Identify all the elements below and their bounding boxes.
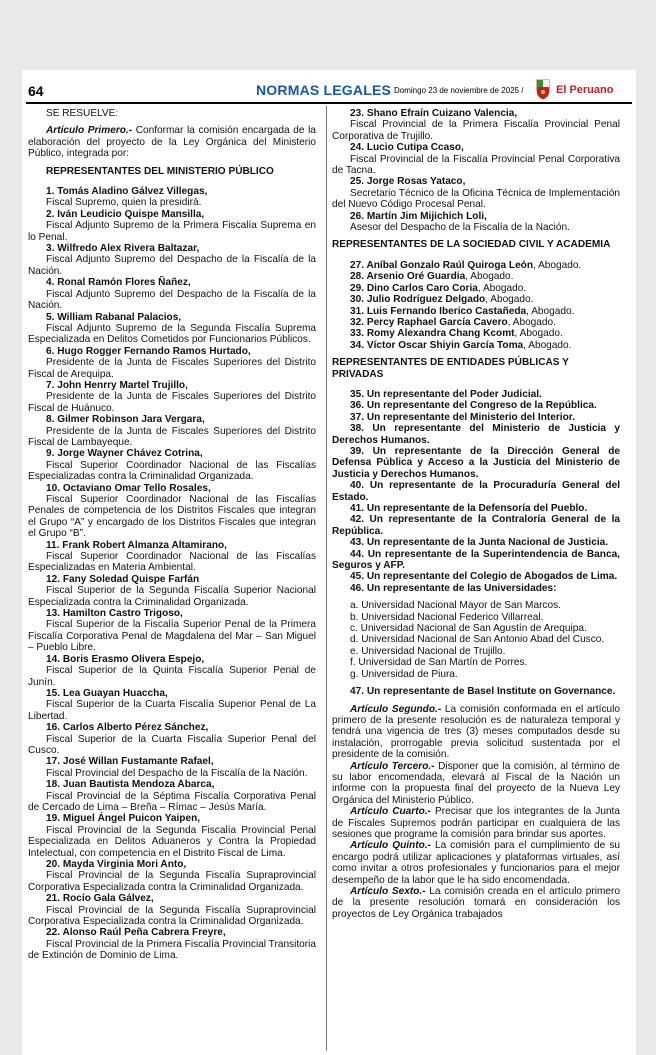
article-1-text: Conformar la comisión encargada de la elaboración del proyecto de la Ley Orgánica del Ministerio Público, integrada por: bbox=[28, 125, 316, 160]
entity-item: 41. Un representante de la Defensoría del Pueblo. bbox=[350, 503, 588, 514]
university-item: c. Universidad Nacional de San Agustín de Arequipa. bbox=[350, 623, 587, 635]
member-role: Asesor del Despacho de la Fiscalía de la Nación. bbox=[350, 222, 570, 234]
brand-name: El Peruano bbox=[556, 84, 614, 96]
entity-item: 44. Un representante de la Superintendencia de Banca, Seguros y AFP. bbox=[332, 548, 620, 572]
article-label: Artículo Tercero.- bbox=[350, 760, 435, 772]
member-role: Fiscal Adjunto Supremo de la Segunda Fiscalía Suprema Especializada en Delitos Cometidos por Funcionarios Públicos. bbox=[28, 322, 316, 346]
university-item: e. Universidad Nacional de Trujillo. bbox=[350, 645, 506, 657]
entity-item: 37. Un representante del Ministerio del Interior. bbox=[350, 411, 575, 423]
newspaper-page bbox=[22, 70, 636, 1055]
member-name: 25. Jorge Rosas Yataco, bbox=[350, 176, 466, 188]
civil-member-role: , Abogado. bbox=[526, 305, 575, 317]
member-role: Secretario Técnico de la Oficina Técnica de Implementación del Nuevo Código Procesal Penal. bbox=[332, 187, 620, 211]
member-name: 6. Hugo Rogger Fernando Ramos Hurtado, bbox=[46, 345, 251, 357]
member-name: 18. Juan Bautista Mendoza Abarca, bbox=[46, 779, 215, 791]
article-text: La comisión para el cumplimiento de su encargo podrá utilizar aplicaciones y plataformas virtuales, así como invitar a otros profesionales y funcionarios para el mejor desempeño de la labor que le ha sido encomendada. bbox=[332, 840, 620, 886]
article-paragraph bbox=[332, 840, 620, 886]
entity-item: 40. Un representante de la Procuraduría General del Estado. bbox=[332, 480, 620, 503]
article-text: Disponer que la comisión, al término de su labor encomendada, elevará al Fiscal de la Nación un informe con la propuesta final del proyecto de la Nueva Ley Orgánica del Ministerio Público. bbox=[332, 760, 620, 806]
article-text: La comisión creada en el artículo primero de la presente resolución tomará en consideración los proyectos de Ley Orgánica trabajados bbox=[332, 886, 620, 920]
member-name: 23. Shano Efraín Cuizano Valencia, bbox=[350, 108, 518, 119]
column-divider bbox=[326, 106, 327, 1051]
entity-item: 42. Un representante de la Contraloría General de la República. bbox=[332, 514, 620, 537]
member-name: 17. José Willan Fustamante Rafael, bbox=[46, 756, 214, 768]
resuelve-heading: SE RESUELVE: bbox=[46, 108, 119, 119]
article-paragraph bbox=[332, 806, 620, 840]
civil-member bbox=[332, 328, 620, 339]
member-name: 4. Ronal Ramón Flores Ñañez, bbox=[46, 277, 191, 289]
item-47: 47. Un representante de Basel Institute on Governance. bbox=[350, 686, 616, 698]
civil-member bbox=[332, 340, 620, 351]
member-name: 20. Mayda Virginia Mori Anto, bbox=[46, 859, 187, 870]
article-paragraph bbox=[332, 704, 620, 761]
university-item: f. Universidad de San Martín de Porres. bbox=[350, 657, 528, 669]
member-role: Fiscal Supremo, quien la presidirá. bbox=[46, 197, 202, 209]
entity-item: 43. Un representante de la Junta Nacional de Justicia. bbox=[350, 537, 609, 549]
entity-item: 39. Un representante de la Dirección General de Defensa Pública y Acceso a la Justicia del Ministerio de Justicia y Derechos Humanos. bbox=[332, 445, 620, 480]
university-item: b. Universidad Nacional Federico Villarreal. bbox=[350, 611, 544, 623]
right-column bbox=[332, 108, 620, 920]
member-role: Fiscal Adjunto Supremo del Despacho de la Fiscalía de la Nación. bbox=[28, 288, 316, 312]
civil-member bbox=[332, 260, 620, 271]
civil-member-name: 29. Dino Carlos Caro Coria bbox=[350, 282, 478, 294]
university-item: d. Universidad Nacional de San Antonio Abad del Cusco. bbox=[350, 634, 605, 646]
member-role: Fiscal Superior de la Segunda Fiscalía Superior Nacional Especializada contra la Criminalidad Organizada. bbox=[28, 585, 316, 608]
civil-member-name: 27. Aníbal Gonzalo Raúl Quiroga León bbox=[350, 259, 534, 271]
member-name: 11. Frank Robert Almanza Altamirano, bbox=[46, 539, 227, 551]
member-role: Presidente de la Junta de Fiscales Superiores del Distrito Fiscal de Arequipa. bbox=[28, 357, 316, 380]
member-name: 19. Miguel Ángel Puicon Yaipen, bbox=[46, 813, 201, 825]
universities-list bbox=[332, 600, 620, 680]
member-name: 9. Jorge Wayner Chávez Cotrina, bbox=[46, 448, 203, 460]
article-paragraph bbox=[332, 761, 620, 807]
member-name: 2. Iván Leudicio Quispe Mansilla, bbox=[46, 208, 205, 220]
publication-date: Domingo 23 de noviembre de 2025 / bbox=[394, 86, 524, 95]
civil-member-name: 32. Percy Raphael García Cavero bbox=[350, 316, 508, 328]
civil-member-role: , Abogado. bbox=[533, 259, 582, 271]
member-role: Fiscal Provincial de la Primera Fiscalía Provincial Transitoria de Extinción de Dominio de Lima. bbox=[28, 938, 316, 962]
civil-member bbox=[332, 317, 620, 328]
ministerio-members-list-cont bbox=[332, 108, 620, 233]
member-role: Fiscal Provincial de la Segunda Fiscalía Supraprovincial Corporativa Especializada contra la Criminalidad Organizada. bbox=[28, 904, 316, 928]
member-name: 7. John Henrry Martel Trujillo, bbox=[46, 379, 188, 391]
university-item: g. Universidad de Piura. bbox=[350, 668, 458, 680]
member-name: 3. Wilfredo Alex Rivera Baltazar, bbox=[46, 243, 200, 255]
civil-member-role: , Abogado. bbox=[514, 328, 563, 340]
civil-member bbox=[332, 294, 620, 305]
article-paragraph bbox=[332, 886, 620, 920]
civil-members-list bbox=[332, 260, 620, 351]
university-item: a. Universidad Nacional Mayor de San Marcos. bbox=[350, 600, 561, 612]
member-role: Fiscal Adjunto Supremo de la Primera Fiscalía Suprema en lo Penal. bbox=[28, 220, 316, 243]
member-role: Fiscal Provincial de la Primera Fiscalía Provincial Penal Corporativa de Trujillo. bbox=[332, 119, 620, 142]
member-role: Presidente de la Junta de Fiscales Superiores del Distrito Fiscal de Huánuco. bbox=[28, 391, 316, 414]
article-text: La comisión conformada en el artículo primero de la presente resolución es de naturaleza temporal y tendrá una vigencia de tres (3) meses computados desde su instalación, prorrogable previa solicitud sustentada por el presidente de la comisión. bbox=[332, 703, 620, 761]
civil-member bbox=[332, 271, 620, 282]
civil-member-role: , Abogado. bbox=[485, 294, 534, 306]
member-name: 16. Carlos Alberto Pérez Sánchez, bbox=[46, 722, 209, 734]
civil-member-role: , Abogado. bbox=[507, 316, 556, 328]
article-1 bbox=[28, 125, 316, 159]
header-rule bbox=[26, 102, 632, 104]
article-text: Precisar que los integrantes de la Junta de Fiscales Supremos podrán participar en cualquiera de las sesiones que programe la comisión para brindar sus aportes. bbox=[332, 806, 620, 840]
member-name: 13. Hamilton Castro Trigoso, bbox=[46, 608, 183, 620]
article-label: Artículo Segundo.- bbox=[350, 703, 442, 715]
member-name: 26. Martín Jim Mijichich Loli, bbox=[350, 210, 487, 222]
civil-member-name: 28. Arsenio Oré Guardia bbox=[350, 271, 466, 283]
page-number: 64 bbox=[28, 83, 44, 99]
member-role: Presidente de la Junta de Fiscales Superiores del Distrito Fiscal de Lambayeque. bbox=[28, 425, 316, 448]
ministerio-members-list bbox=[28, 186, 316, 962]
member-name: 5. William Rabanal Palacios, bbox=[46, 311, 182, 323]
civil-member-name: 33. Romy Alexandra Chang Kcomt bbox=[350, 328, 515, 340]
civil-member-name: 31. Luis Fernando Iberico Castañeda bbox=[350, 305, 527, 317]
article-1-label: Artículo Primero.- bbox=[46, 125, 133, 137]
entity-item: 35. Un representante del Poder Judicial. bbox=[350, 388, 542, 400]
civil-member-role: , Abogado. bbox=[465, 271, 514, 283]
page-header bbox=[22, 80, 636, 104]
entity-item: 46. Un representante de las Universidades: bbox=[350, 582, 557, 594]
member-role: Fiscal Superior Coordinador Nacional de las Fiscalías Penales de competencia de los Distritos Fiscales que integran el Grupo “A” y encargado de los Distritos Fiscales que integran el Grupo “B”. bbox=[28, 494, 316, 540]
entity-item: 38. Un representante del Ministerio de Justicia y Derechos Humanos. bbox=[332, 423, 620, 446]
member-role: Fiscal Provincial de la Séptima Fiscalía Corporativa Penal de Cercado de Lima – Breña – Rímac – Jesús María. bbox=[28, 790, 316, 813]
member-role: Fiscal Superior de la Fiscalía Superior Penal de la Primera Fiscalía Corporativa Penal de Magdalena del Mar – San Miguel – Pueblo Libre. bbox=[28, 619, 316, 654]
entity-item: 45. Un representante del Colegio de Abogados de Lima. bbox=[350, 571, 618, 583]
member-name: 8. Gilmer Robinson Jara Vergara, bbox=[46, 414, 205, 426]
civil-member bbox=[332, 306, 620, 317]
article-label: Artículo Sexto.- bbox=[350, 886, 426, 897]
member-name: 24. Lucio Cutipa Ccaso, bbox=[350, 142, 464, 154]
peru-coat-of-arms-icon bbox=[534, 78, 552, 100]
member-role: Fiscal Provincial de la Fiscalía Provincial Penal Corporativa de Tacna. bbox=[332, 153, 620, 177]
member-name: 1. Tomás Aladino Gálvez Villegas, bbox=[46, 186, 208, 198]
articles-list bbox=[332, 704, 620, 921]
member-name: 21. Rocío Gala Gálvez, bbox=[46, 893, 154, 905]
member-role: Fiscal Provincial del Despacho de la Fiscalía de la Nación. bbox=[46, 767, 308, 779]
civil-member-name: 34. Víctor Oscar Shiyin García Toma bbox=[350, 339, 524, 351]
section-ministerio-publico: REPRESENTANTES DEL MINISTERIO PÚBLICO bbox=[46, 165, 274, 177]
member-role: Fiscal Adjunto Supremo del Despacho de la Fiscalía de la Nación. bbox=[28, 254, 316, 277]
civil-member-role: , Abogado. bbox=[477, 282, 527, 294]
civil-member-role: , Abogado. bbox=[523, 339, 572, 351]
member-name: 22. Alonso Raúl Peña Cabrera Freyre, bbox=[46, 927, 226, 939]
member-role: Fiscal Provincial de la Segunda Fiscalía Provincial Penal Especializada en Delitos Aduaneros y Contra la Propiedad Intelectual, con competencia en el Distrito Fiscal de Lima. bbox=[28, 824, 316, 859]
section-sociedad-civil: REPRESENTANTES DE LA SOCIEDAD CIVIL Y ACADEMIA bbox=[332, 239, 611, 251]
member-name: 15. Lea Guayan Huaccha, bbox=[46, 687, 168, 699]
civil-member bbox=[332, 283, 620, 294]
section-title: NORMAS LEGALES bbox=[256, 82, 392, 98]
article-label: Artículo Cuarto.- bbox=[350, 806, 431, 818]
article-label: Artículo Quinto.- bbox=[350, 840, 431, 852]
section-entidades: REPRESENTANTES DE ENTIDADES PÚBLICAS Y PRIVADAS bbox=[332, 357, 569, 380]
entity-item: 36. Un representante del Congreso de la República. bbox=[350, 400, 597, 412]
member-role: Fiscal Superior de la Quinta Fiscalía Superior Penal de Junín. bbox=[28, 665, 316, 688]
member-role: Fiscal Provincial de la Segunda Fiscalía Supraprovincial Corporativa Especializada contra la Criminalidad Organizada. bbox=[28, 870, 316, 893]
member-role: Fiscal Superior Coordinador Nacional de las Fiscalías Especializadas en Materia Ambiental. bbox=[28, 551, 316, 574]
member-name: 10. Octaviano Omar Tello Rosales, bbox=[46, 482, 211, 494]
civil-member-name: 30. Julio Rodríguez Delgado bbox=[350, 294, 486, 306]
member-role: Fiscal Superior Coordinador Nacional de las Fiscalías Especializadas contra la Criminalidad Organizada. bbox=[28, 459, 316, 483]
member-name: 14. Boris Erasmo Olivera Espejo, bbox=[46, 653, 205, 665]
member-role: Fiscal Superior de la Cuarta Fiscalía Superior Penal de La Libertad. bbox=[28, 699, 316, 722]
entities-list bbox=[332, 389, 620, 594]
left-column bbox=[28, 108, 316, 962]
member-name: 12. Fany Soledad Quispe Farfán bbox=[46, 573, 200, 585]
member-role: Fiscal Superior de la Cuarta Fiscalía Superior Penal del Cusco. bbox=[28, 733, 316, 756]
